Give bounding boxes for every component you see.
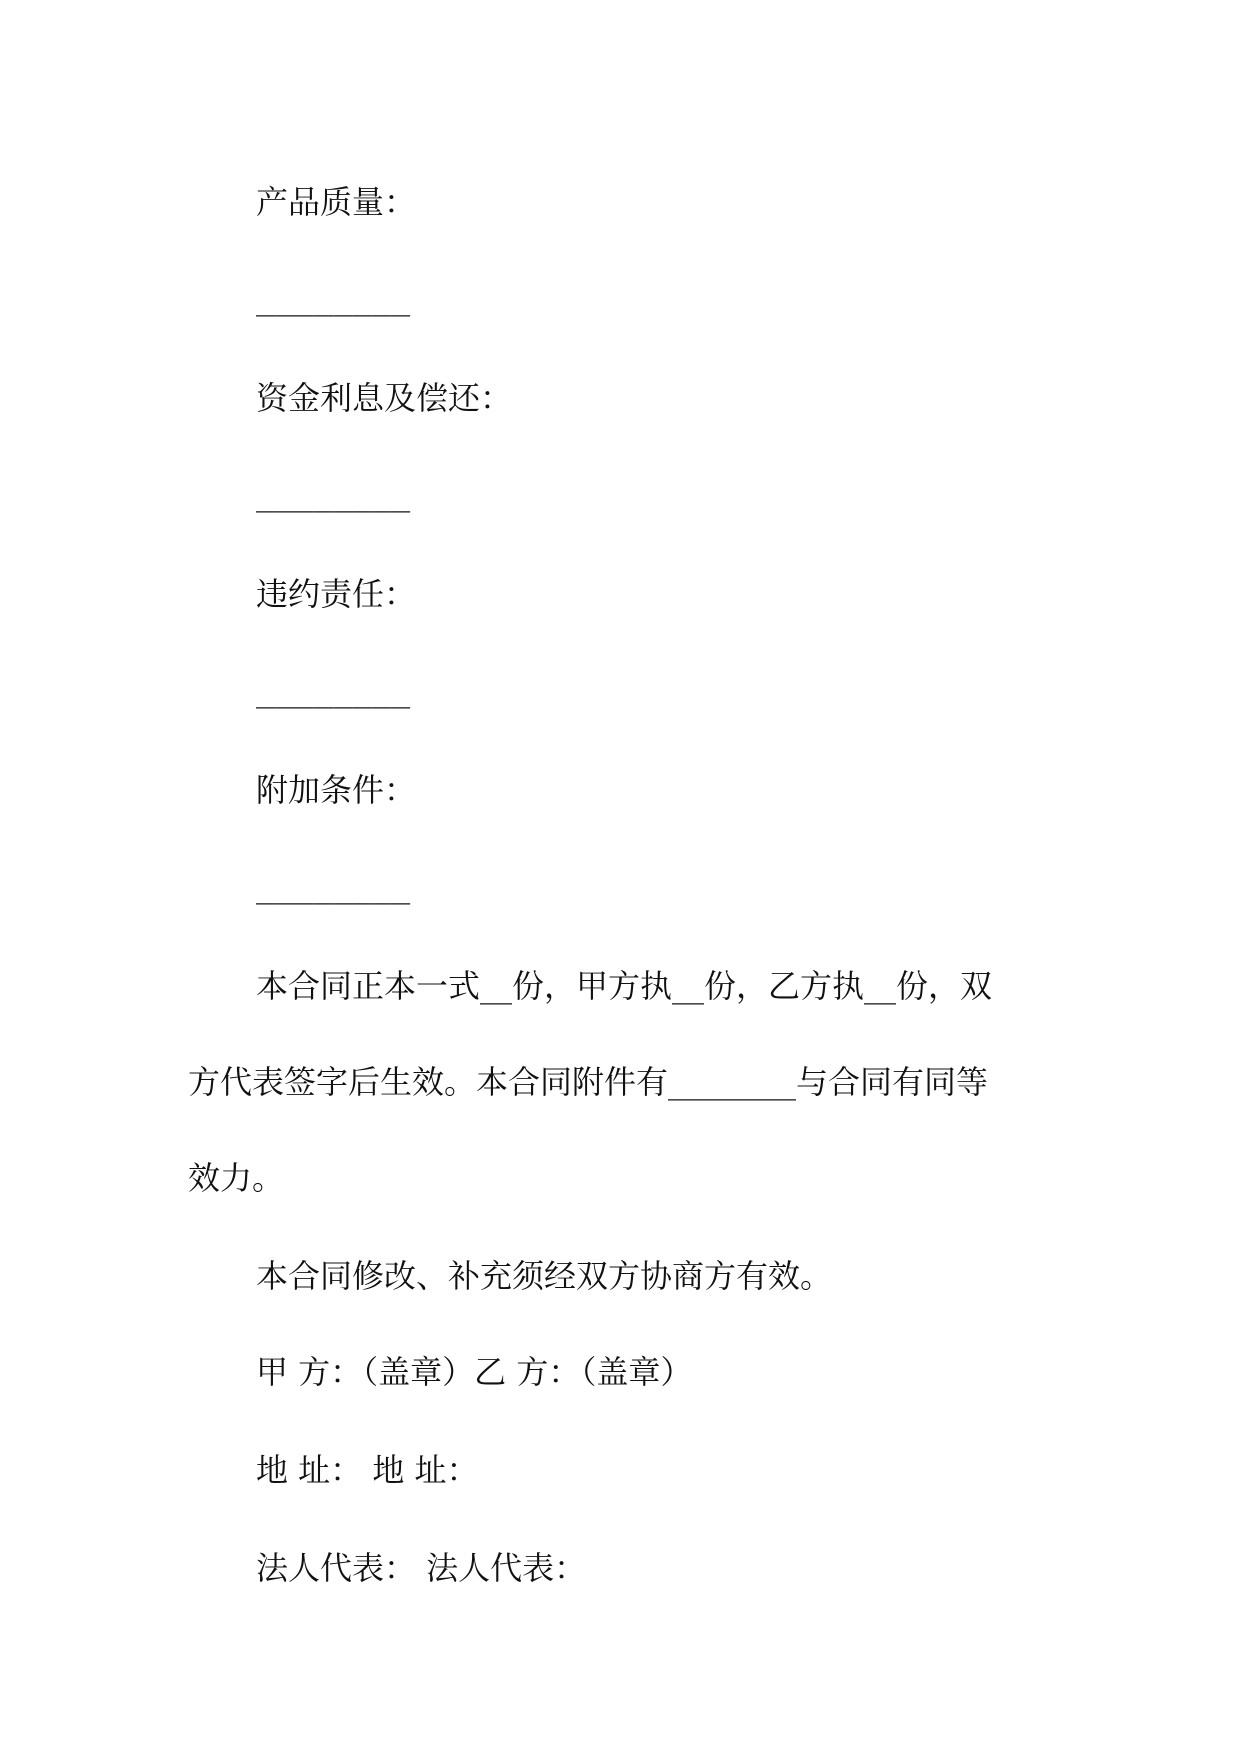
copies-clause-line-3: 效力。: [188, 1159, 285, 1197]
copies-clause-line-2: 方代表签字后生效。本合同附件有________与合同有同等: [188, 1063, 989, 1101]
interest-repayment-blank: ________: [256, 475, 411, 513]
additional-conditions-blank: ________: [256, 867, 411, 905]
product-quality-label: 产品质量：: [256, 183, 417, 221]
breach-liability-blank: ________: [256, 671, 411, 709]
interest-repayment-label: 资金利息及偿还：: [256, 379, 513, 417]
additional-conditions-label: 附加条件：: [256, 771, 417, 809]
address-line: 地 址： 地 址：: [256, 1451, 479, 1489]
legal-representative-line: 法人代表： 法人代表：: [256, 1549, 587, 1587]
amendment-clause: 本合同修改、补充须经双方协商方有效。: [256, 1257, 833, 1295]
copies-clause-line-1: 本合同正本一式__份，甲方执__份，乙方执__份，双: [256, 967, 993, 1005]
party-seal-line: 甲 方：（盖章）乙 方：（盖章）: [256, 1353, 693, 1391]
product-quality-blank: ________: [256, 279, 411, 317]
breach-liability-label: 违约责任：: [256, 575, 417, 613]
